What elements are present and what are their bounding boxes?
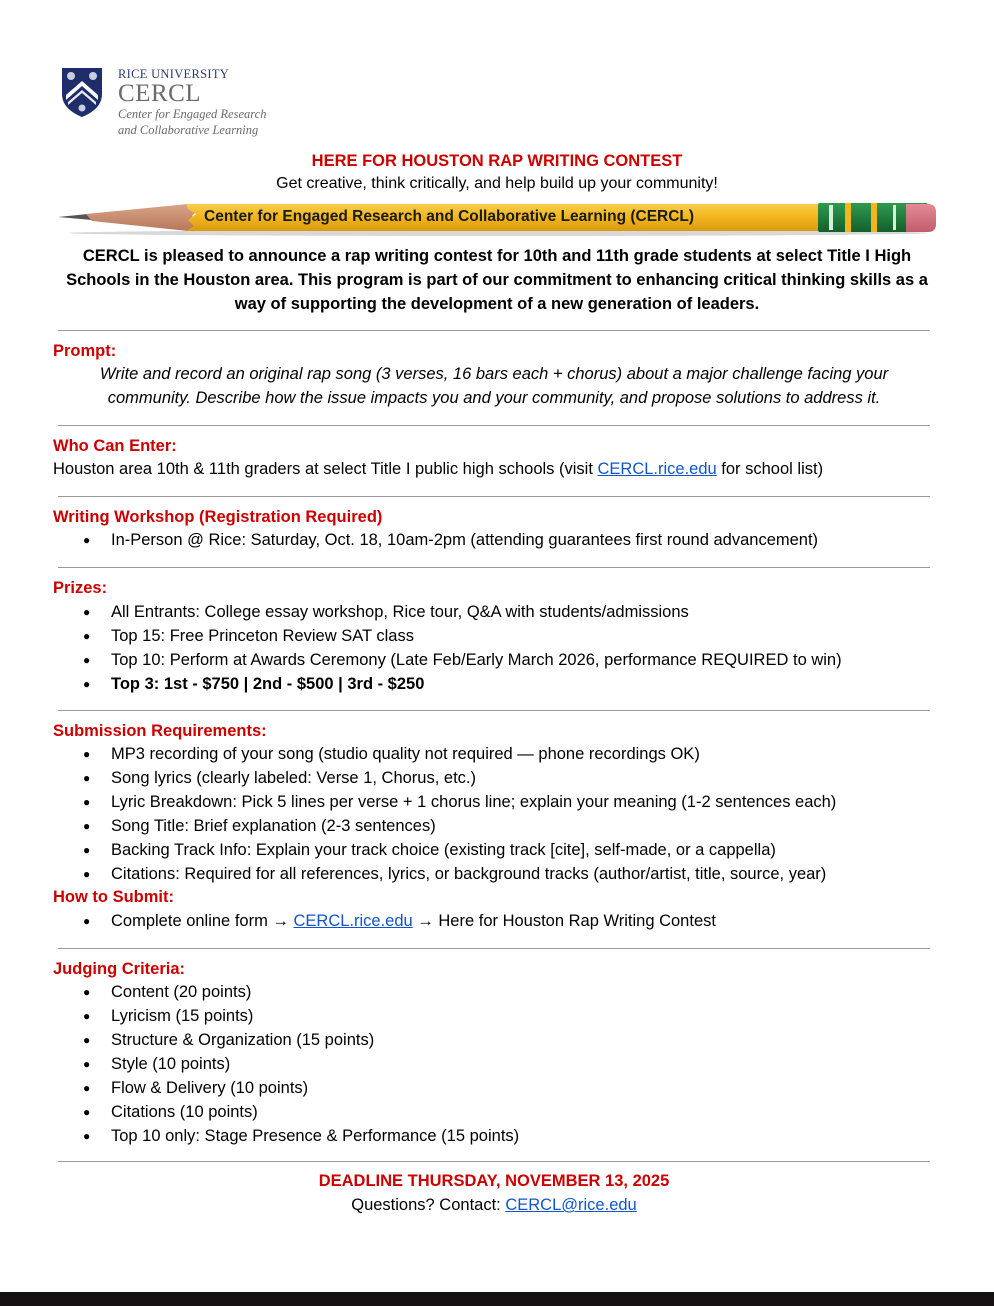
divider: [58, 330, 930, 331]
who-text-after: for school list): [716, 460, 824, 478]
bullet-icon: ●: [83, 629, 91, 643]
rice-shield-icon: [60, 66, 104, 118]
judging-heading: Judging Criteria:: [53, 960, 186, 978]
list-item: ● Song lyrics (clearly labeled: Verse 1, Chorus, etc.): [53, 766, 933, 790]
submission-list: [53, 742, 933, 886]
bottom-bar: [0, 1292, 994, 1306]
how-to-submit-heading: How to Submit:: [53, 888, 174, 906]
workshop-list: [53, 528, 933, 552]
list-item: ● Lyric Breakdown: Pick 5 lines per verse + 1 chorus line; explain your meaning (1-2 sentences each): [53, 790, 933, 814]
contest-title: HERE FOR HOUSTON RAP WRITING CONTEST: [311, 152, 683, 170]
list-item: ● Song Title: Brief explanation (2-3 sentences): [53, 814, 933, 838]
list-item: ● MP3 recording of your song (studio quality not required — phone recordings OK): [53, 742, 933, 766]
bullet-icon: ●: [83, 819, 91, 833]
workshop-heading: Writing Workshop (Registration Required): [53, 508, 383, 526]
who-text: [53, 457, 823, 481]
contact-line: [0, 1196, 988, 1215]
list-item: ● Style (10 points): [53, 1052, 933, 1076]
list-item: ● Complete online form → CERCL.rice.edu → Here for Houston Rap Writing Contest: [53, 909, 933, 933]
list-item: ● Lyricism (15 points): [53, 1004, 933, 1028]
intro-paragraph: CERCL is pleased to announce a rap writing contest for 10th and 11th grade students at select Title I High Schools in the Houston area. This program is part of our commitment to enhancing critical thinking skills as a way of supporting the development of a new generation of leaders.: [66, 247, 928, 313]
tagline: Get creative, think critically, and help build up your community!: [276, 175, 718, 192]
list-item: ● Content (20 points): [53, 980, 933, 1004]
logo-subtitle-2: and Collaborative Learning: [118, 123, 259, 137]
bullet-icon: ●: [83, 914, 91, 928]
list-item: ● Citations: Required for all references, lyrics, or background tracks (author/artist, title, source, year): [53, 862, 933, 886]
list-item: ● Top 10 only: Stage Presence & Performance (15 points): [53, 1124, 933, 1148]
bullet-icon: ●: [83, 867, 91, 881]
bullet-icon: ●: [83, 843, 91, 857]
bullet-icon: ●: [83, 653, 91, 667]
logo-university: RICE UNIVERSITY: [118, 67, 230, 81]
bullet-icon: ●: [83, 533, 91, 547]
submit-form-link[interactable]: CERCL.rice.edu: [293, 912, 413, 930]
divider: [58, 567, 930, 568]
list-item: ● Flow & Delivery (10 points): [53, 1076, 933, 1100]
bullet-icon: ●: [83, 985, 91, 999]
contact-label: Questions? Contact:: [351, 1196, 506, 1214]
bullet-icon: ●: [83, 771, 91, 785]
prizes-list: [53, 600, 933, 696]
list-item: ● Top 3: 1st - $750 | 2nd - $500 | 3rd - $250: [53, 672, 933, 696]
deadline: DEADLINE THURSDAY, NOVEMBER 13, 2025: [318, 1172, 670, 1190]
how-to-submit-list: [53, 909, 933, 933]
list-item: ● Structure & Organization (15 points): [53, 1028, 933, 1052]
submission-heading: Submission Requirements:: [53, 722, 267, 740]
list-item: ● Top 10: Perform at Awards Ceremony (Late Feb/Early March 2026, performance REQUIRED to win): [53, 648, 933, 672]
divider: [58, 425, 930, 426]
bullet-icon: ●: [83, 1105, 91, 1119]
pencil-banner-text: Center for Engaged Research and Collaborative Learning (CERCL): [204, 208, 695, 225]
bullet-icon: ●: [83, 677, 91, 691]
contact-email-link[interactable]: CERCL@rice.edu: [505, 1196, 637, 1214]
logo-subtitle-1: Center for Engaged Research: [118, 107, 267, 121]
judging-list: [53, 980, 933, 1148]
logo-name: CERCL: [118, 80, 202, 107]
bullet-icon: ●: [83, 1009, 91, 1023]
bullet-icon: ●: [83, 747, 91, 761]
pencil-banner: [58, 200, 936, 236]
divider: [58, 496, 930, 497]
list-item: ● Top 15: Free Princeton Review SAT class: [53, 624, 933, 648]
bullet-icon: ●: [83, 1033, 91, 1047]
prizes-heading: Prizes:: [53, 579, 108, 597]
prompt-heading: Prompt:: [53, 342, 117, 360]
cercl-website-link[interactable]: CERCL.rice.edu: [597, 460, 717, 478]
bullet-icon: ●: [83, 1057, 91, 1071]
divider: [58, 710, 930, 711]
bullet-icon: ●: [83, 605, 91, 619]
bullet-icon: ●: [83, 1129, 91, 1143]
list-item: ● All Entrants: College essay workshop, Rice tour, Q&A with students/admissions: [53, 600, 933, 624]
list-item: ● Citations (10 points): [53, 1100, 933, 1124]
logo-text: [118, 64, 358, 138]
list-item: ● Backing Track Info: Explain your track choice (existing track [cite], self-made, or a cappella): [53, 838, 933, 862]
prompt-text: Write and record an original rap song (3 verses, 16 bars each + chorus) about a major challenge facing your community. Describe how the issue impacts you and your community, and propose solutions to address it.: [99, 365, 889, 407]
list-item: ● In-Person @ Rice: Saturday, Oct. 18, 10am-2pm (attending guarantees first round advancement): [53, 528, 933, 552]
divider: [58, 1161, 930, 1162]
who-text-before: Houston area 10th & 11th graders at select Title I public high schools (visit: [53, 460, 598, 478]
bullet-icon: ●: [83, 1081, 91, 1095]
divider: [58, 948, 930, 949]
who-heading: Who Can Enter:: [53, 437, 177, 455]
bullet-icon: ●: [83, 795, 91, 809]
